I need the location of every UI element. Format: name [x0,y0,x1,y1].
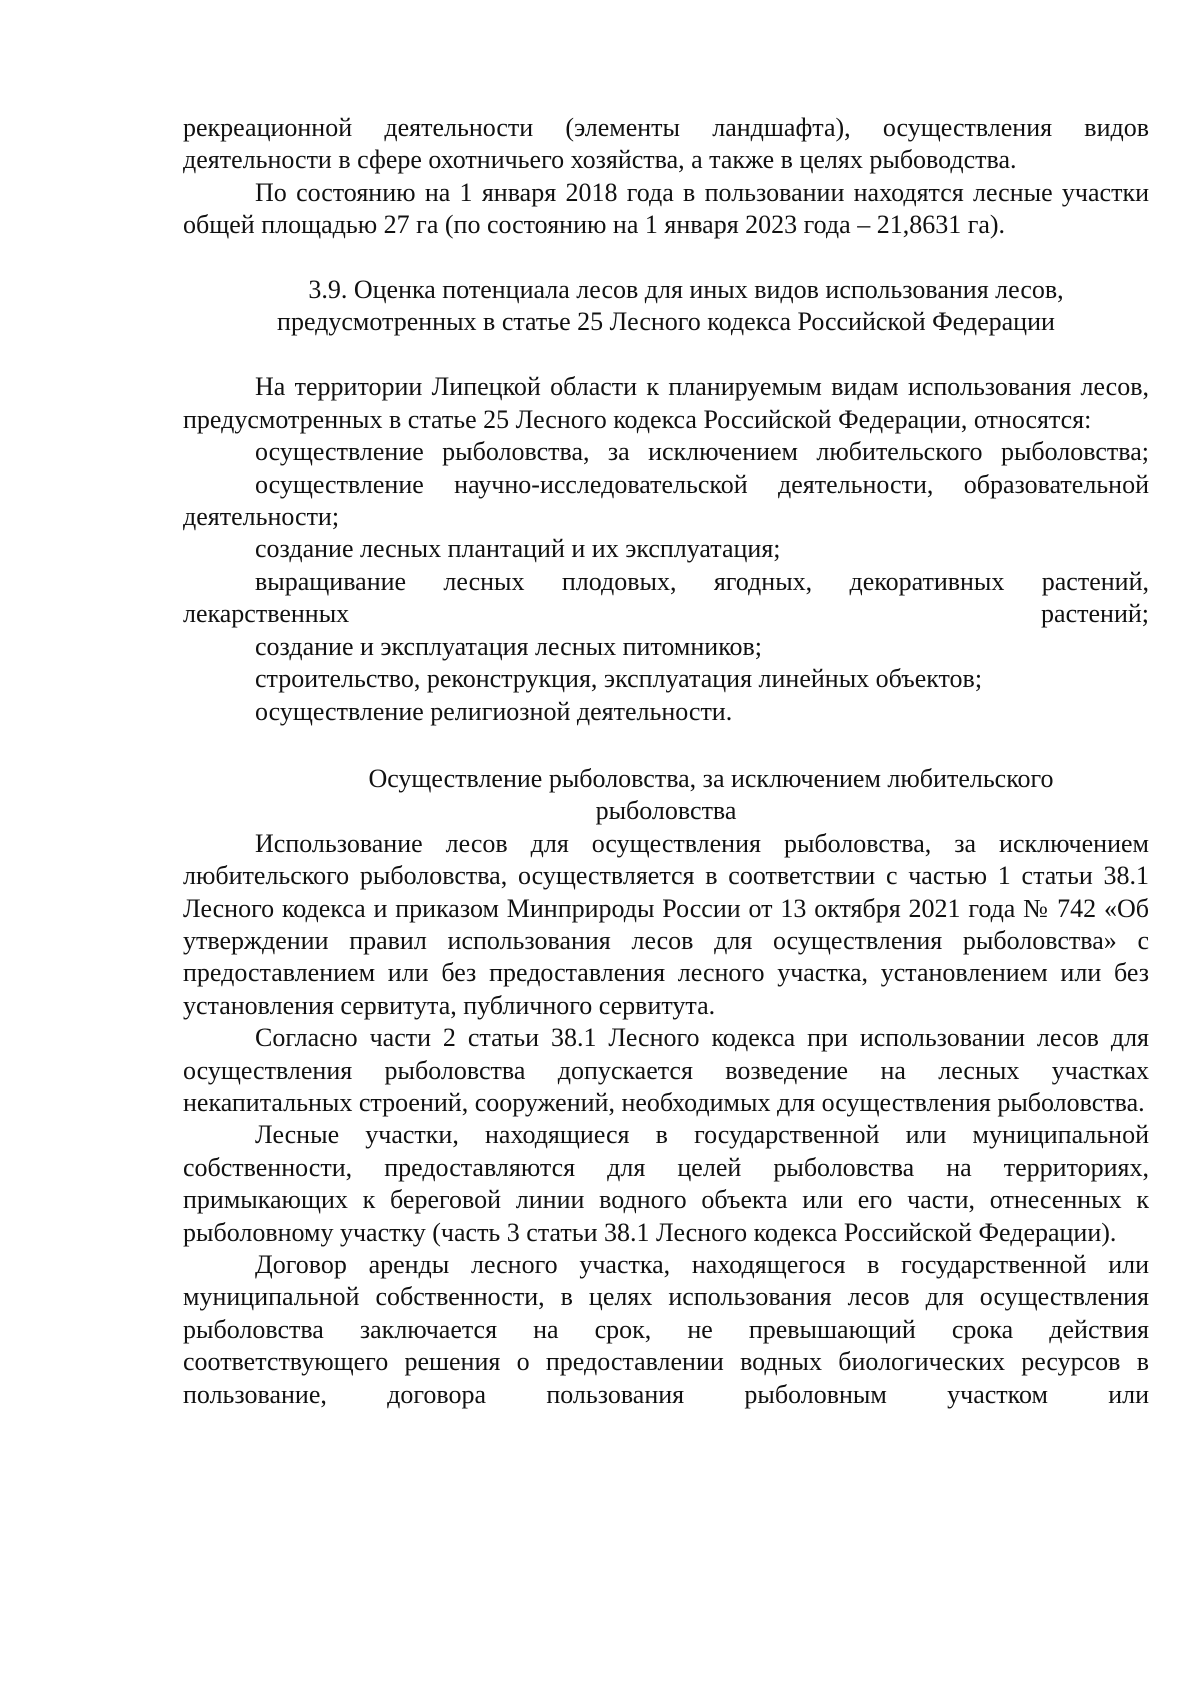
paragraph-lipetsk-uses: На территории Липецкой области к планируемым видам использования лесов, предусмотренных в статье 25 Лесного кодекса Российской Федерации, относятся: [183,372,1149,434]
subsection-heading-line-1: Осуществление рыболовства, за исключением любительского [368,763,1054,793]
subsection-heading-line-2: рыболовства [595,796,737,826]
section-heading-line-2: предусмотренных в статье 25 Лесного кодекса Российской Федерации [277,307,1055,337]
paragraph-fishing-structures: Согласно части 2 статьи 38.1 Лесного кодекса при использовании лесов для осуществления рыболовства допускается возведение на лесных участках некапитальных строений, сооружений, необходимых для осуществления рыболовства. [183,1023,1149,1117]
use-types-list [183,436,1149,728]
paragraph-lease-agreement: Договор аренды лесного участка, находящегося в государственной или муниципальной собственности, в целях использования лесов для осуществления рыболовства заключается на срок, не превышающий срока действия соответствующего решения о предоставлении водных биологических ресурсов в пользование, договора пользования рыболовным участком или [183,1250,1149,1409]
list-item: создание и эксплуатация лесных питомников; [255,631,763,661]
paragraph-fishing-basis: Использование лесов для осуществления рыболовства, за исключением любительского рыболовства, осуществляется в соответствии с частью 1 статьи 38.1 Лесного кодекса и приказом Минприроды России от 13 октября 2021 года № 742 «Об утверждении правил использования лесов для осуществления рыболовства» с предоставлением или без предоставления лесного участка, установлением или без установления сервитута, публичного сервитута. [183,828,1149,1020]
section-heading-3-9 [183,274,1149,339]
list-item: осуществление научно-исследовательской деятельности, образовательной деятельности; [183,469,1149,532]
list-item: выращивание лесных плодовых, ягодных, декоративных растений, лекарственных растений; [183,566,1149,629]
subsection-heading-fishing [183,763,1149,828]
list-item: осуществление религиозной деятельности. [255,696,733,726]
list-item: создание лесных плантаций и их эксплуатация; [255,534,781,564]
paragraph-recreation: рекреационной деятельности (элементы ландшафта), осуществления видов деятельности в сфере охотничьего хозяйства, а также в целях рыбоводства. [183,113,1149,175]
section-heading-line-1: 3.9. Оценка потенциала лесов для иных видов использования лесов, [308,274,1064,304]
document-body [183,112,1149,1411]
paragraph-area-status: По состоянию на 1 января 2018 года в пользовании находятся лесные участки общей площадью 27 га (по состоянию на 1 января 2023 года – 21,8631 га). [183,177,1149,240]
list-item: строительство, реконструкция, эксплуатация линейных объектов; [255,664,983,694]
list-item: осуществление рыболовства, за исключением любительского рыболовства; [255,437,1149,467]
paragraph-fishing-plots: Лесные участки, находящиеся в государственной или муниципальной собственности, предоставляются для целей рыболовства на территориях, примыкающих к береговой линии водного объекта или его части, отнесенных к рыболовному участку (часть 3 статьи 38.1 Лесного кодекса Российской Федерации). [183,1120,1149,1247]
